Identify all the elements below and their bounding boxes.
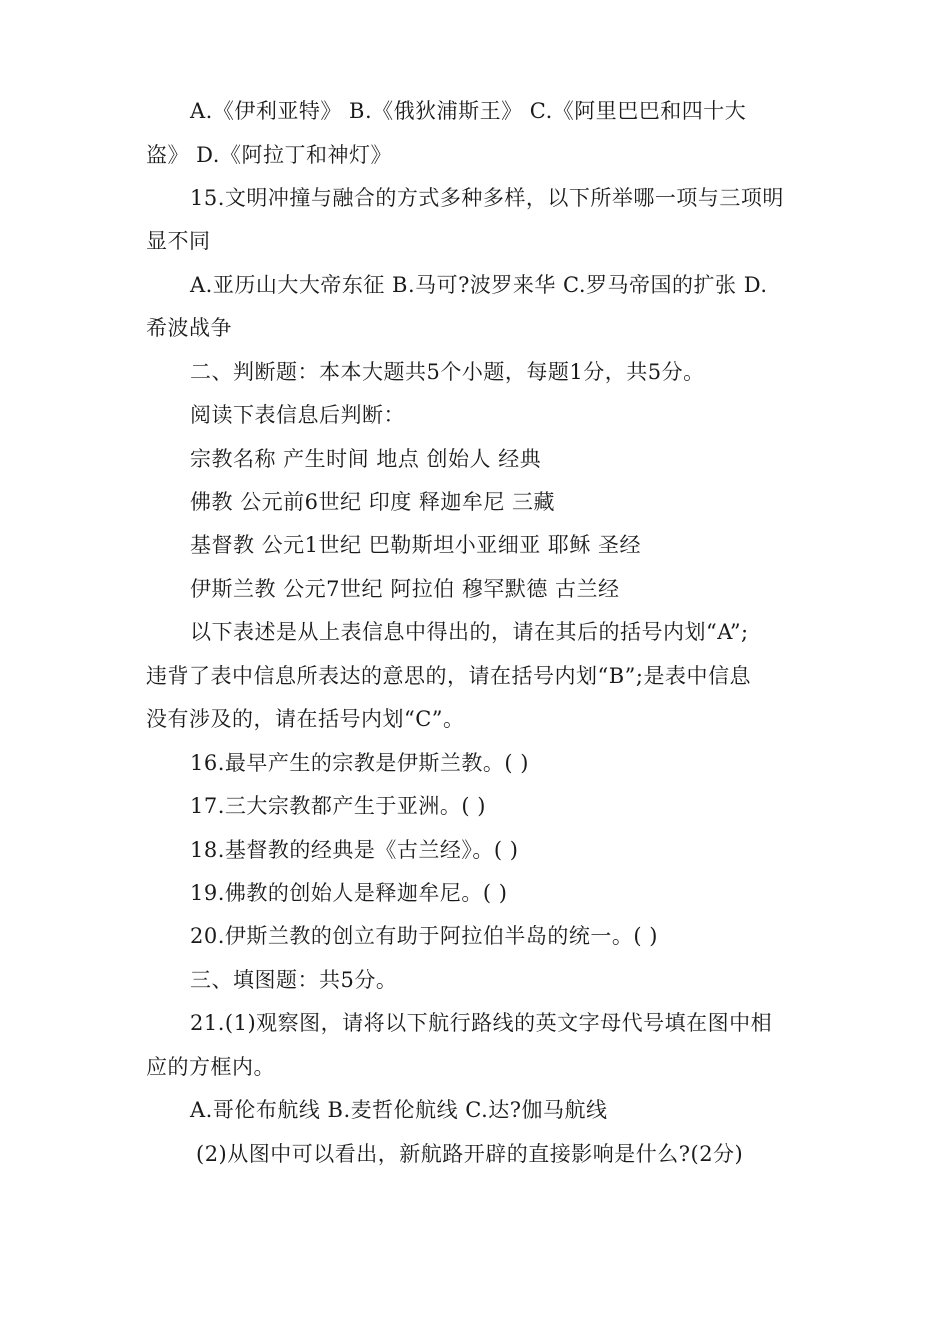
question-18: 18.基督教的经典是《古兰经》。( ) xyxy=(190,838,519,862)
religion-table-header: 宗教名称 产生时间 地点 创始人 经典 xyxy=(190,447,542,471)
instruction-line-1: 以下表述是从上表信息中得出的，请在其后的括号内划“A”; xyxy=(190,620,749,644)
religion-table-row-christianity: 基督教 公元1世纪 巴勒斯坦小亚细亚 耶稣 圣经 xyxy=(190,533,642,557)
q15-options-line-1: A.亚历山大大帝东征 B.马可?波罗来华 C.罗马帝国的扩张 D. xyxy=(190,273,768,297)
q21-part1-line-2: 应的方框内。 xyxy=(146,1055,275,1079)
section-3-heading: 三、填图题：共5分。 xyxy=(190,968,398,992)
question-16: 16.最早产生的宗教是伊斯兰教。( ) xyxy=(190,751,529,775)
instruction-line-3: 没有涉及的，请在括号内划“C”。 xyxy=(146,707,465,731)
question-17: 17.三大宗教都产生于亚洲。( ) xyxy=(190,794,486,818)
religion-table-row-buddhism: 佛教 公元前6世纪 印度 释迦牟尼 三藏 xyxy=(190,490,556,514)
question-19: 19.佛教的创始人是释迦牟尼。( ) xyxy=(190,881,508,905)
q14-options-line-1: A.《伊利亚特》 B.《俄狄浦斯王》 C.《阿里巴巴和四十大 xyxy=(190,99,747,123)
q21-route-options: A.哥伦布航线 B.麦哲伦航线 C.达?伽马航线 xyxy=(190,1098,608,1122)
q14-options-line-2: 盗》 D.《阿拉丁和神灯》 xyxy=(146,143,392,167)
instruction-line-2: 违背了表中信息所表达的意思的，请在括号内划“B”;是表中信息 xyxy=(146,664,751,688)
question-20: 20.伊斯兰教的创立有助于阿拉伯半岛的统一。( ) xyxy=(190,924,658,948)
q21-part2: (2)从图中可以看出，新航路开辟的直接影响是什么?(2分) xyxy=(196,1142,744,1166)
q15-question-line-1: 15.文明冲撞与融合的方式多种多样，以下所举哪一项与三项明 xyxy=(190,186,784,210)
section-2-heading: 二、判断题：本本大题共5个小题，每题1分，共5分。 xyxy=(190,360,705,384)
q21-part1-line-1: 21.(1)观察图，请将以下航行路线的英文字母代号填在图中相 xyxy=(190,1011,773,1035)
table-intro: 阅读下表信息后判断： xyxy=(190,403,405,427)
q15-options-line-2: 希波战争 xyxy=(146,316,232,340)
religion-table-row-islam: 伊斯兰教 公元7世纪 阿拉伯 穆罕默德 古兰经 xyxy=(190,577,620,601)
q15-question-line-2: 显不同 xyxy=(146,229,211,253)
